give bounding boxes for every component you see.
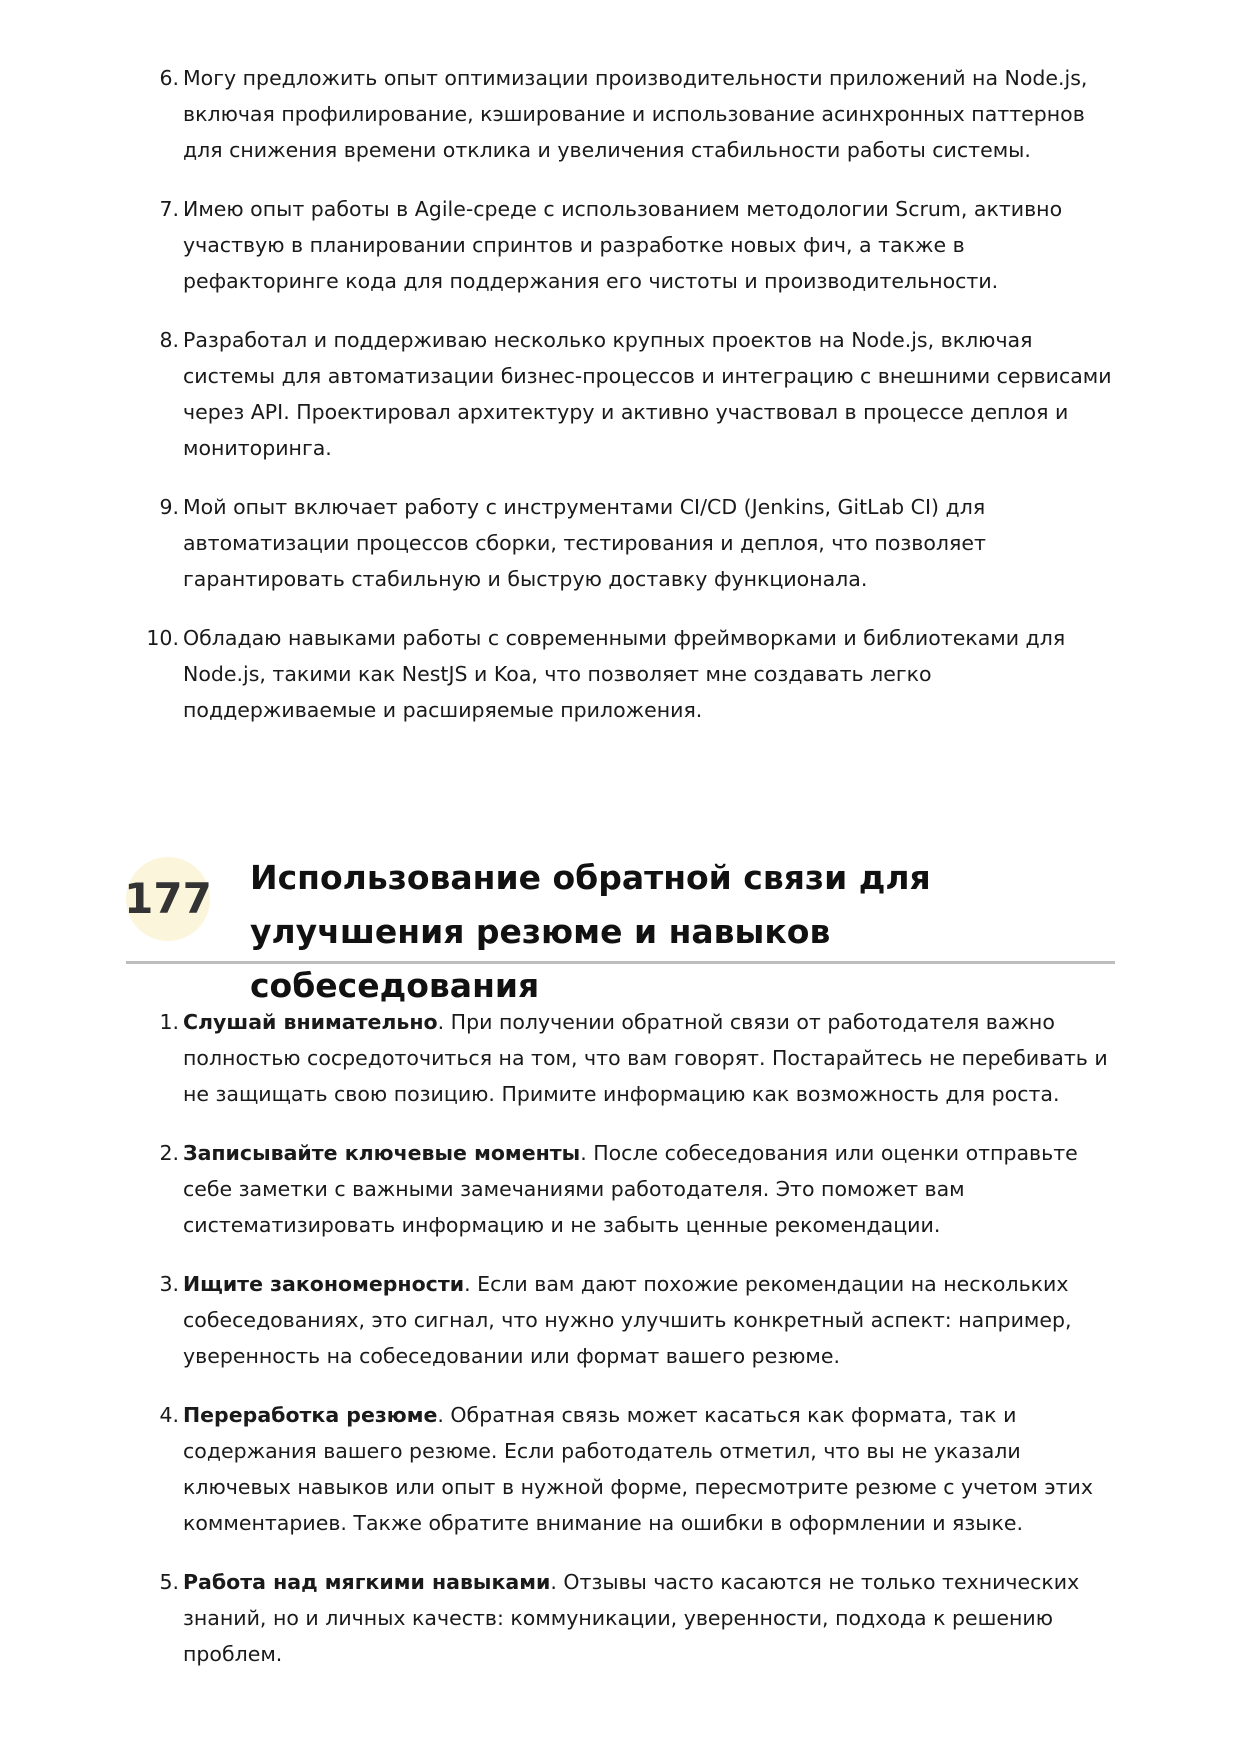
section-title: Использование обратной связи для улучшения резюме и навыков собеседования <box>250 858 931 1005</box>
list-item-term: Записывайте ключевые моменты <box>183 1141 581 1165</box>
list-item <box>159 1266 1123 1374</box>
list-item-number: 7. <box>159 197 179 221</box>
list-item-text: Разработал и поддерживаю несколько крупных проектов на Node.js, включая системы для автоматизации бизнес-процессов и интеграцию с внешними сервисами через API. Проектировал архитектуру и активно участвовал в процессе деплоя и мониторинга. <box>183 328 1112 460</box>
list-item-text: Имею опыт работы в Agile-среде с использованием методологии Scrum, активно участвую в планировании спринтов и разработке новых фич, а также в рефакторинге кода для поддержания его чистоты и производительности. <box>183 197 1063 293</box>
feedback-tips-list <box>159 1004 1123 1695</box>
list-item-text: Мой опыт включает работу с инструментами CI/CD (Jenkins, GitLab CI) для автоматизации процессов сборки, тестирования и деплоя, что позволяет гарантировать стабильную и быструю доставку функционала. <box>183 495 986 591</box>
list-item-term: Ищите закономерности <box>183 1272 465 1296</box>
list-item-text: . При получении обратной связи от работодателя важно полностью сосредоточиться на том, что вам говорят. Постарайтесь не перебивать и не защищать свою позицию. Примите информацию как возможность для роста. <box>183 1010 1108 1106</box>
list-item <box>146 620 1123 728</box>
list-item <box>159 60 1123 168</box>
list-item <box>159 1135 1123 1243</box>
list-item-term: Слушай внимательно <box>183 1010 438 1034</box>
section-number-badge <box>126 857 210 941</box>
list-item-number: 5. <box>159 1570 179 1594</box>
list-item-number: 6. <box>159 66 179 90</box>
list-item-number: 1. <box>159 1010 179 1034</box>
experience-list <box>146 60 1123 751</box>
list-item-term: Работа над мягкими навыками <box>183 1570 551 1594</box>
list-item-term: Переработка резюме <box>183 1403 438 1427</box>
list-item-number: 2. <box>159 1141 179 1165</box>
list-item-number: 9. <box>159 495 179 519</box>
list-item <box>159 489 1123 597</box>
list-item-text: . После собеседования или оценки отправьте себе заметки с важными замечаниями работодателя. Это поможет вам систематизировать информацию и не забыть ценные рекомендации. <box>183 1141 1078 1237</box>
list-item-text: . Если вам дают похожие рекомендации на нескольких собеседованиях, это сигнал, что нужно улучшить конкретный аспект: например, уверенность на собеседовании или формат вашего резюме. <box>183 1272 1072 1368</box>
list-item <box>159 1004 1123 1112</box>
section-divider <box>126 961 1115 964</box>
section-number: 177 <box>124 874 212 923</box>
list-item-text: Обладаю навыками работы с современными фреймворками и библиотеками для Node.js, такими как NestJS и Koa, что позволяет мне создавать легко поддерживаемые и расширяемые приложения. <box>183 626 1066 722</box>
list-item-number: 8. <box>159 328 179 352</box>
list-item-text: Могу предложить опыт оптимизации производительности приложений на Node.js, включая профилирование, кэширование и использование асинхронных паттернов для снижения времени отклика и увеличения стабильности работы системы. <box>183 66 1088 162</box>
list-item-number: 4. <box>159 1403 179 1427</box>
list-item-text: . Обратная связь может касаться как формата, так и содержания вашего резюме. Если работодатель отметил, что вы не указали ключевых навыков или опыт в нужной форме, пересмотрите резюме с учетом этих комментариев. Также обратите внимание на ошибки в оформлении и языке. <box>183 1403 1093 1535</box>
list-item <box>159 1564 1123 1672</box>
list-item <box>159 1397 1123 1541</box>
list-item <box>159 191 1123 299</box>
list-item-number: 3. <box>159 1272 179 1296</box>
list-item-text: . Отзывы часто касаются не только технических знаний, но и личных качеств: коммуникации, уверенности, подхода к решению проблем. <box>183 1570 1080 1666</box>
list-item-number: 10. <box>146 626 179 650</box>
section-heading <box>124 843 1115 1005</box>
list-item <box>159 322 1123 466</box>
